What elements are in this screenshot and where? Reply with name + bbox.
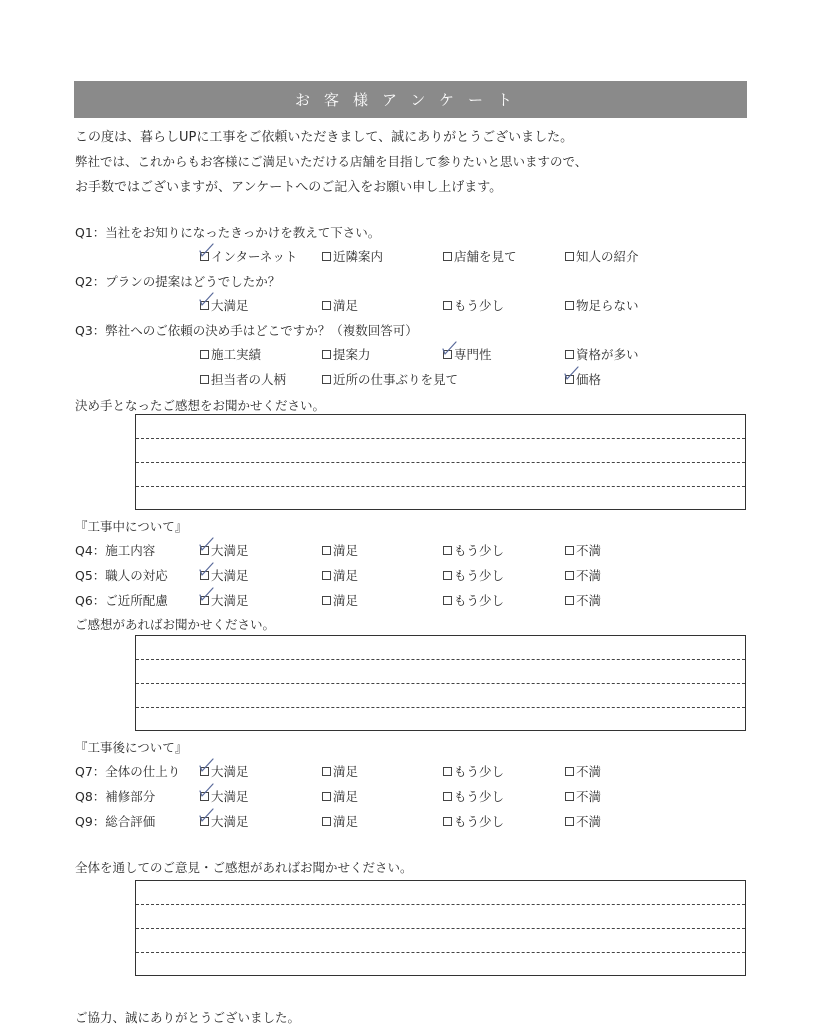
rating-question-label: Q8：補修部分 (75, 789, 156, 804)
intro-line-1: この度は、暮らしUPに工事をご依頼いただきまして、誠にありがとうございました。 (75, 130, 574, 145)
checkbox[interactable] (443, 792, 452, 801)
rating-option[interactable] (200, 787, 249, 805)
option-label: もう少し (454, 764, 505, 779)
rating-option[interactable] (322, 566, 358, 584)
checkbox[interactable] (565, 301, 574, 310)
rating-question-label: Q6：ご近所配慮 (75, 593, 168, 608)
checkbox[interactable] (200, 792, 209, 801)
rating-option[interactable] (443, 591, 504, 609)
option-label: 大満足 (211, 298, 249, 313)
comment1-textarea[interactable] (135, 414, 746, 510)
rating-option[interactable] (200, 541, 249, 559)
survey-title: お客様アンケート (74, 81, 747, 118)
rating-option[interactable] (200, 591, 249, 609)
option-label: インターネット (211, 249, 298, 264)
q2-question: Q2：プランの提案はどうでしたか？ (75, 274, 281, 289)
option-label: もう少し (454, 789, 505, 804)
comment3-label: 全体を通してのご意見・ご感想があればお聞かせください。 (75, 860, 413, 875)
option-label: 価格 (576, 372, 602, 387)
checkbox[interactable] (322, 375, 331, 384)
q2-option[interactable] (200, 296, 249, 314)
option-label: 大満足 (211, 789, 249, 804)
writing-line (136, 659, 745, 660)
intro-line-2: 弊社では、これからもお客様にご満足いただける店舗を目指して参りたいと思いますので、 (75, 154, 588, 169)
option-label: 大満足 (211, 543, 249, 558)
checkbox[interactable] (322, 301, 331, 310)
writing-line (136, 683, 745, 684)
checkbox[interactable] (322, 546, 331, 555)
checkbox[interactable] (565, 252, 574, 261)
option-label: 大満足 (211, 593, 249, 608)
option-label: 知人の紹介 (576, 249, 639, 264)
option-label: もう少し (454, 593, 505, 608)
option-label: 近隣案内 (333, 249, 384, 264)
rating-option[interactable] (322, 787, 358, 805)
checkbox[interactable] (200, 350, 209, 359)
q1-option[interactable] (322, 247, 383, 265)
rating-option[interactable] (322, 812, 358, 830)
writing-line (136, 952, 745, 953)
checkbox[interactable] (443, 571, 452, 580)
option-label: 満足 (333, 789, 359, 804)
option-label: 満足 (333, 543, 359, 558)
rating-option[interactable] (200, 762, 249, 780)
option-label: 物足らない (576, 298, 639, 313)
option-label: 不満 (576, 814, 602, 829)
writing-line (136, 486, 745, 487)
comment2-label: ご感想があればお聞かせください。 (75, 617, 276, 632)
q3-option[interactable] (200, 370, 286, 388)
rating-option[interactable] (443, 762, 504, 780)
option-label: 満足 (333, 593, 359, 608)
q3-option[interactable] (565, 370, 601, 388)
closing-message: ご協力、誠にありがとうございました。 (75, 1010, 301, 1025)
writing-line (136, 462, 745, 463)
option-label: もう少し (454, 568, 505, 583)
option-label: 大満足 (211, 568, 249, 583)
rating-option[interactable] (565, 566, 601, 584)
option-label: 近所の仕事ぶりを見て (333, 372, 459, 387)
rating-option[interactable] (322, 591, 358, 609)
section-during: 『工事中について』 (75, 519, 188, 534)
intro-line-3: お手数ではございますが、アンケートへのご記入をお願い申し上げます。 (75, 180, 503, 195)
rating-option[interactable] (322, 762, 358, 780)
comment1-label: 決め手となったご感想をお聞かせください。 (75, 398, 326, 413)
option-label: 満足 (333, 298, 359, 313)
checkbox[interactable] (322, 792, 331, 801)
checkbox[interactable] (443, 252, 452, 261)
checkbox[interactable] (443, 817, 452, 826)
rating-question-label: Q7：全体の仕上り (75, 764, 181, 779)
option-label: もう少し (454, 814, 505, 829)
checkbox[interactable] (322, 596, 331, 605)
checkbox[interactable] (200, 375, 209, 384)
checkbox[interactable] (565, 375, 574, 384)
option-label: 店舗を見て (454, 249, 517, 264)
rating-option[interactable] (443, 566, 504, 584)
option-label: 担当者の人柄 (211, 372, 287, 387)
q3-option[interactable] (200, 345, 261, 363)
option-label: もう少し (454, 543, 505, 558)
checkbox[interactable] (443, 350, 452, 359)
rating-option[interactable] (200, 812, 249, 830)
q1-option[interactable] (565, 247, 639, 265)
checkbox[interactable] (565, 571, 574, 580)
checkbox[interactable] (565, 767, 574, 776)
rating-option[interactable] (443, 787, 504, 805)
option-label: 大満足 (211, 814, 249, 829)
rating-option[interactable] (565, 787, 601, 805)
rating-option[interactable] (565, 541, 601, 559)
checkbox[interactable] (443, 301, 452, 310)
rating-option[interactable] (443, 812, 504, 830)
section-after: 『工事後について』 (75, 740, 188, 755)
checkbox[interactable] (200, 817, 209, 826)
checkbox[interactable] (200, 767, 209, 776)
checkbox[interactable] (565, 596, 574, 605)
q1-question: Q1：当社をお知りになったきっかけを教えて下さい。 (75, 225, 381, 240)
rating-option[interactable] (565, 591, 601, 609)
option-label: 専門性 (454, 347, 492, 362)
checkbox[interactable] (322, 767, 331, 776)
checkbox[interactable] (443, 767, 452, 776)
q3-question: Q3：弊社へのご依頼の決め手はどこですか？（複数回答可） (75, 323, 418, 338)
checkbox[interactable] (200, 571, 209, 580)
checkbox[interactable] (200, 546, 209, 555)
option-label: 不満 (576, 568, 602, 583)
checkbox[interactable] (200, 596, 209, 605)
comment3-textarea[interactable] (135, 880, 746, 976)
rating-option[interactable] (443, 541, 504, 559)
option-label: もう少し (454, 298, 505, 313)
writing-line (136, 904, 745, 905)
option-label: 資格が多い (576, 347, 639, 362)
option-label: 満足 (333, 568, 359, 583)
rating-question-label: Q5：職人の対応 (75, 568, 168, 583)
rating-question-label: Q9：総合評価 (75, 814, 156, 829)
rating-option[interactable] (322, 541, 358, 559)
writing-line (136, 707, 745, 708)
q2-option[interactable] (565, 296, 639, 314)
option-label: 提案力 (333, 347, 371, 362)
checkbox[interactable] (565, 546, 574, 555)
option-label: 大満足 (211, 764, 249, 779)
rating-question-label: Q4：施工内容 (75, 543, 156, 558)
checkbox[interactable] (200, 252, 209, 261)
checkbox[interactable] (565, 792, 574, 801)
option-label: 不満 (576, 543, 602, 558)
writing-line (136, 928, 745, 929)
option-label: 不満 (576, 764, 602, 779)
option-label: 満足 (333, 814, 359, 829)
checkbox[interactable] (565, 817, 574, 826)
checkbox[interactable] (322, 252, 331, 261)
option-label: 満足 (333, 764, 359, 779)
rating-option[interactable] (200, 566, 249, 584)
checkbox[interactable] (322, 817, 331, 826)
comment2-textarea[interactable] (135, 635, 746, 731)
q3-option[interactable] (443, 345, 492, 363)
q1-option[interactable] (443, 247, 517, 265)
q3-option[interactable] (565, 345, 639, 363)
checkbox[interactable] (565, 350, 574, 359)
q2-option[interactable] (322, 296, 358, 314)
option-label: 施工実績 (211, 347, 262, 362)
q3-option[interactable] (322, 345, 371, 363)
checkbox[interactable] (200, 301, 209, 310)
q1-option[interactable] (200, 247, 297, 265)
rating-option[interactable] (565, 762, 601, 780)
checkbox[interactable] (443, 546, 452, 555)
option-label: 不満 (576, 593, 602, 608)
checkbox[interactable] (322, 350, 331, 359)
q2-option[interactable] (443, 296, 504, 314)
option-label: 不満 (576, 789, 602, 804)
writing-line (136, 438, 745, 439)
rating-option[interactable] (565, 812, 601, 830)
q3-option[interactable] (322, 370, 458, 388)
checkbox[interactable] (443, 596, 452, 605)
checkbox[interactable] (322, 571, 331, 580)
